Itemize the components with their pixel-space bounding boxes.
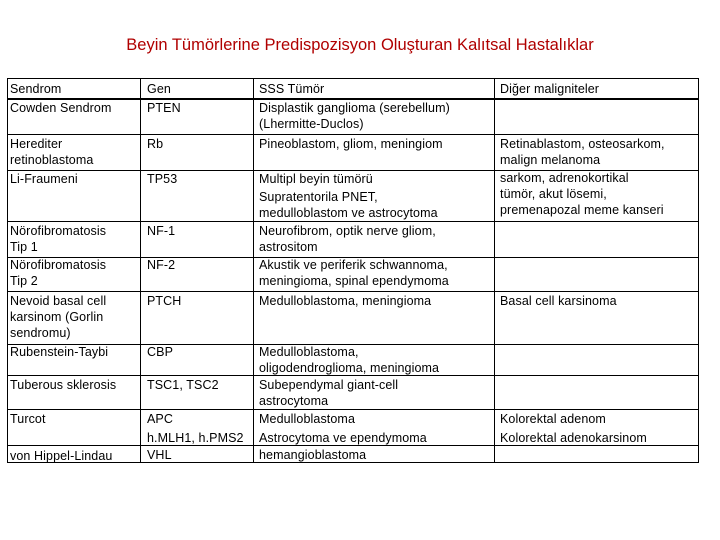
cell-sss-turcot-1: Medulloblastoma [259,412,355,426]
cell-sendrom-gorlin-2: karsinom (Gorlin [10,310,104,324]
header-sendrom: Sendrom [10,82,62,96]
cell-gen-nf1: NF-1 [147,224,176,238]
cell-sendrom-cowden: Cowden Sendrom [10,101,112,115]
cell-sss-cowden-2: (Lhermitte-Duclos) [259,117,364,131]
cell-sendrom-turcot: Turcot [10,412,46,426]
cell-sendrom-nf2-1: Nörofibromatosis [10,258,107,272]
cell-sendrom-rubenstein: Rubenstein-Taybi [10,345,109,359]
header-sss-tumor: SSS Tümör [259,82,325,96]
cell-sss-tuberous-1: Subependymal giant-cell [259,378,399,392]
cell-sendrom-lifraumeni: Li-Fraumeni [10,172,78,186]
cell-gen-turcot-2: h.MLH1, h.PMS2 [147,431,244,445]
cell-diger-retino-1: Retinablastom, osteosarkom, [500,137,665,151]
cell-sss-rubenstein-1: Medulloblastoma, [259,345,359,359]
header-gen: Gen [147,82,171,96]
page-title: Beyin Tümörlerine Predispozisyon Oluşturan Kalıtsal Hastalıklar [126,36,594,54]
cell-diger-retino-2: malign melanoma [500,153,601,167]
cell-sss-nf2-1: Akustik ve periferik schwannoma, [259,258,448,272]
cell-sss-rubenstein-2: oligodendroglioma, meningioma [259,361,440,375]
cell-sss-vhl: hemangioblastoma [259,448,367,462]
syndrome-table [7,78,699,463]
cell-diger-lifraumeni-2: tümör, akut lösemi, [500,187,607,201]
cell-sendrom-vhl: von Hippel-Lindau [10,449,113,463]
cell-gen-vhl: VHL [147,448,172,462]
cell-sss-nf1-1: Neurofibrom, optik nerve gliom, [259,224,436,238]
cell-sss-cowden-1: Displastik ganglioma (serebellum) [259,101,450,115]
cell-gen-rubenstein: CBP [147,345,174,359]
column-divider [253,79,254,462]
cell-gen-tuberous: TSC1, TSC2 [147,378,219,392]
cell-sss-nf2-2: meningioma, spinal ependymoma [259,274,449,288]
cell-sss-retino: Pineoblastom, gliom, meningiom [259,137,443,151]
cell-diger-gorlin: Basal cell karsinoma [500,294,617,308]
cell-gen-cowden: PTEN [147,101,181,115]
cell-sendrom-nf2-2: Tip 2 [10,274,38,288]
cell-diger-turcot-1: Kolorektal adenom [500,412,606,426]
cell-sendrom-retino-1: Herediter [10,137,63,151]
column-divider [494,79,495,462]
header-divider [8,98,698,100]
cell-sss-tuberous-2: astrocytoma [259,394,329,408]
cell-sendrom-gorlin-1: Nevoid basal cell [10,294,107,308]
cell-gen-retino: Rb [147,137,164,151]
cell-sendrom-nf1-1: Nörofibromatosis [10,224,107,238]
cell-gen-nf2: NF-2 [147,258,176,272]
cell-sss-lifraumeni-2: Supratentorila PNET, [259,190,378,204]
cell-diger-lifraumeni-1: sarkom, adrenokortikal [500,171,629,185]
cell-diger-lifraumeni-3: premenapozal meme kanseri [500,203,664,217]
cell-sss-turcot-2: Astrocytoma ve ependymoma [259,431,427,445]
cell-sendrom-gorlin-3: sendromu) [10,326,71,340]
cell-gen-lifraumeni: TP53 [147,172,178,186]
cell-gen-turcot-1: APC [147,412,174,426]
cell-diger-turcot-2: Kolorektal adenokarsinom [500,431,647,445]
cell-sendrom-tuberous: Tuberous sklerosis [10,378,117,392]
cell-sss-lifraumeni-1: Multipl beyin tümörü [259,172,373,186]
header-diger-maligniteler: Diğer maligniteler [500,82,600,96]
cell-gen-gorlin: PTCH [147,294,182,308]
cell-sss-nf1-2: astrositom [259,240,318,254]
cell-sendrom-retino-2: retinoblastoma [10,153,94,167]
row-divider [8,409,698,410]
cell-sss-lifraumeni-3: medulloblastom ve astrocytoma [259,206,438,220]
column-divider [140,79,141,462]
cell-sss-gorlin: Medulloblastoma, meningioma [259,294,432,308]
row-divider [8,134,698,135]
row-divider [8,291,698,292]
cell-sendrom-nf1-2: Tip 1 [10,240,38,254]
